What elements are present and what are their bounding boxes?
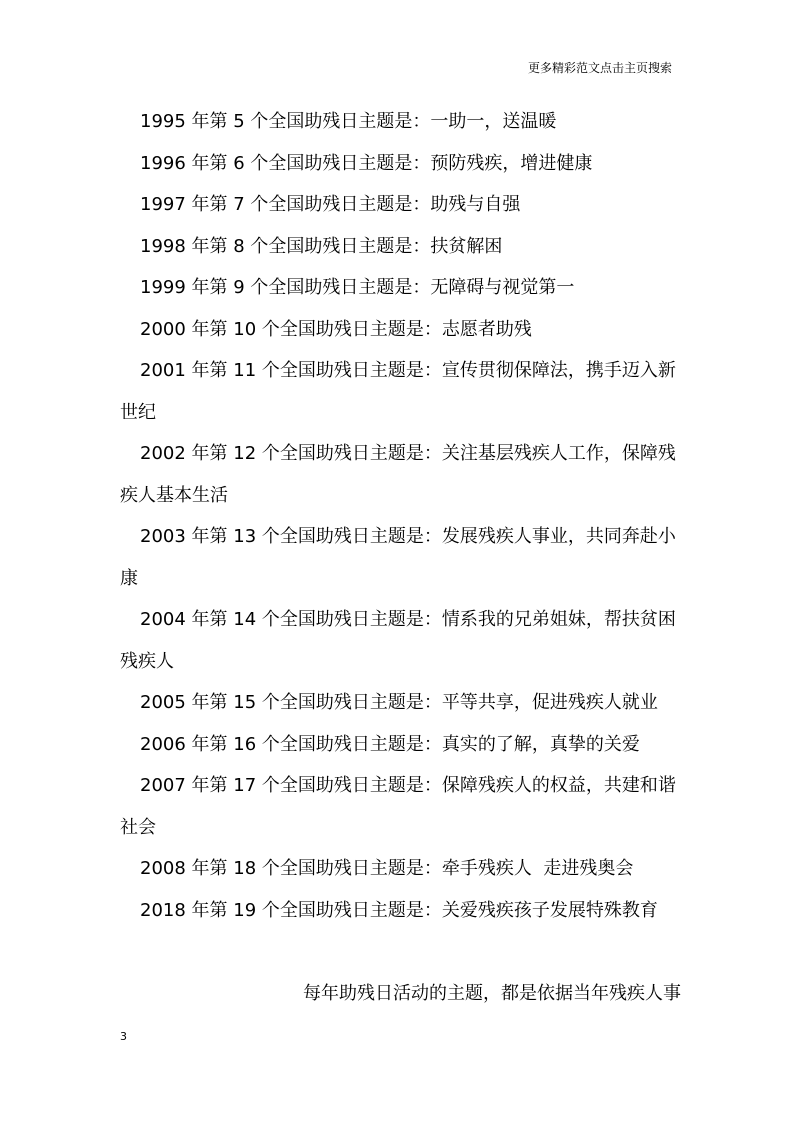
theme-entry-2003: 2003 年第 13 个全国助残日主题是：发展残疾人事业，共同奔赴小康 [120, 526, 676, 589]
theme-entry-2006: 2006 年第 16 个全国助残日主题是：真实的了解，真挚的关爱 [140, 733, 640, 755]
theme-entry-2008: 2008 年第 18 个全国助残日主题是：牵手残疾人 走进残奥会 [140, 858, 634, 879]
theme-entry-2000: 2000 年第 10 个全国助残日主题是：志愿者助残 [140, 318, 532, 340]
theme-entry-1996: 1996 年第 6 个全国助残日主题是：预防残疾，增进健康 [140, 152, 593, 174]
theme-entry-2007: 2007 年第 17 个全国助残日主题是：保障残疾人的权益，共建和谐社会 [120, 775, 676, 838]
header-search-link[interactable]: 更多精彩范文点击主页搜索 [527, 61, 672, 75]
theme-entry-2002: 2002 年第 12 个全国助残日主题是：关注基层残疾人工作，保障残疾人基本生活 [120, 443, 676, 506]
theme-entry-1999: 1999 年第 9 个全国助残日主题是：无障碍与视觉第一 [140, 277, 575, 298]
theme-entry-1997: 1997 年第 7 个全国助残日主题是：助残与自强 [140, 194, 521, 215]
theme-entry-1995: 1995 年第 5 个全国助残日主题是：一助一，送温暖 [140, 111, 557, 132]
page-number: 3 [120, 1030, 127, 1043]
theme-entry-1998: 1998 年第 8 个全国助残日主题是：扶贫解困 [140, 235, 503, 257]
theme-entry-2004: 2004 年第 14 个全国助残日主题是：情系我的兄弟姐妹，帮扶贫困残疾人 [120, 609, 676, 672]
theme-entry-2005: 2005 年第 15 个全国助残日主题是：平等共享，促进残疾人就业 [140, 692, 658, 713]
theme-entry-2018: 2018 年第 19 个全国助残日主题是：关爱残疾孩子发展特殊教育 [140, 899, 658, 921]
theme-entry-2001: 2001 年第 11 个全国助残日主题是：宣传贯彻保障法，携手迈入新世纪 [120, 360, 676, 423]
theme-list [120, 101, 676, 931]
closing-paragraph: 每年助残日活动的主题，都是依据当年残疾人事 [303, 983, 681, 1004]
